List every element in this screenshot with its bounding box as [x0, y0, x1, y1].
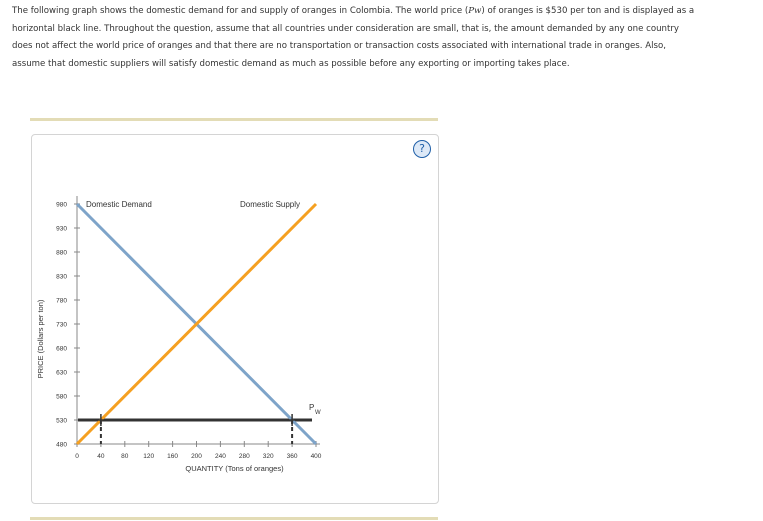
y-tick-label: 580 [56, 393, 67, 401]
x-tick-label: 240 [214, 453, 226, 460]
y-tick-label: 630 [56, 369, 67, 377]
bottom-divider [30, 517, 438, 520]
x-tick-label: 400 [310, 453, 322, 460]
question-text-part2: ) of oranges is $530 per ton and is displayed as a horizontal black line. Throughout the question, assume that all countries under consideration are small, that is, the amount demanded by any one country does not affect the world price of oranges and that there are no transportation or transaction costs associated with international trade in oranges. Also, assume that domestic suppliers will satisfy domestic demand as much as possible before any exporting or importing takes place. [12, 6, 695, 70]
x-tick-label: 360 [286, 453, 298, 460]
y-tick-label: 480 [56, 441, 67, 449]
x-tick-label: 320 [262, 453, 274, 460]
y-tick-label: 880 [56, 249, 67, 257]
y-tick-label: 930 [56, 225, 67, 233]
help-icon[interactable]: ? [413, 140, 431, 158]
world-price-subscript: W [315, 410, 321, 416]
x-axis-label: QUANTITY (Tons of oranges) [185, 464, 284, 473]
y-tick-label: 680 [56, 345, 67, 353]
world-price-symbol: Pw [468, 6, 482, 16]
x-tick-label: 160 [167, 453, 179, 460]
x-tick-label: 200 [191, 453, 202, 460]
y-axis-label: PRICE (Dollars per ton) [36, 299, 45, 379]
y-tick-label: 730 [56, 321, 67, 329]
y-tick-label: 530 [56, 417, 67, 425]
x-tick-label: 80 [121, 453, 129, 460]
x-tick-label: 120 [143, 453, 155, 460]
x-tick-label: 40 [97, 453, 105, 460]
y-tick-label: 830 [56, 273, 67, 281]
demand-label: Domestic Demand [86, 200, 152, 209]
question-text-part1: The following graph shows the domestic demand for and supply of oranges in Colombia. The world price ( [12, 6, 469, 16]
supply-label: Domestic Supply [240, 200, 301, 209]
x-tick-label: 280 [238, 453, 250, 460]
world-price-label: P [309, 403, 315, 412]
y-tick-label: 980 [56, 201, 67, 209]
y-tick-label: 780 [56, 297, 67, 305]
series-layer [77, 204, 316, 444]
x-tick-label: 0 [75, 453, 79, 460]
